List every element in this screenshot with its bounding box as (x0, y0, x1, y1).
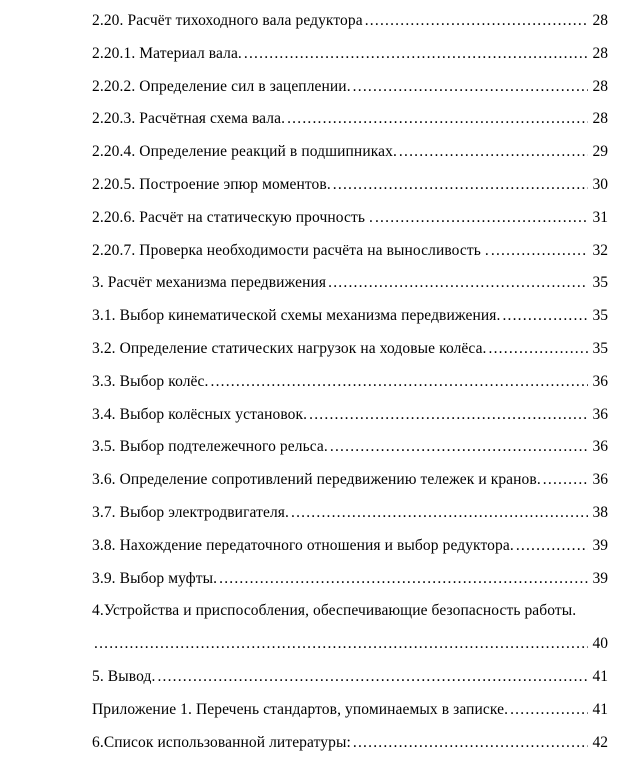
toc-entry-label: 3.2. Определение статических нагрузок на ходовые колёса. (92, 339, 487, 357)
toc-entry-label: 2.20.6. Расчёт на статическую прочность . (92, 208, 373, 226)
toc-leader-dots (363, 5, 588, 38)
toc-leader-dots (351, 71, 588, 104)
toc-page-number: 36 (592, 405, 608, 423)
toc-entry-label: 3.6. Определение сопротивлений передвижению тележек и кранов. (92, 471, 541, 489)
toc-page-number: 39 (592, 569, 608, 587)
toc-leader-dots (397, 136, 588, 169)
toc-page-number: 30 (592, 175, 608, 193)
toc-entry-label: 2.20. Расчёт тихоходного вала редуктора (92, 12, 363, 29)
toc-page-number: 42 (592, 733, 608, 751)
toc-leader-dots (326, 267, 587, 300)
toc-leader-dots (331, 169, 588, 202)
toc-leader-dots (514, 530, 588, 563)
toc-entry-label: 4.Устройства и приспособления, обеспечивающие безопасность работы. (92, 602, 577, 620)
toc-entry[interactable] (92, 71, 608, 104)
toc-page-number: 35 (592, 274, 608, 292)
toc-page-number: 29 (592, 143, 608, 161)
toc-page-number: 32 (592, 241, 608, 259)
toc-entry-label: 2.20.7. Проверка необходимости расчёта на выносливость . (92, 241, 489, 259)
toc-list (92, 5, 608, 759)
toc-entry-label: 3.9. Выбор муфты. (92, 569, 218, 587)
toc-entry[interactable] (92, 563, 608, 596)
toc-entry-label: 3.1. Выбор кинематической схемы механизма передвижения. (92, 307, 501, 325)
toc-leader-dots (217, 563, 587, 596)
toc-entry-label: 3.8. Нахождение передаточного отношения и выбор редуктора. (92, 536, 514, 554)
toc-entry[interactable] (92, 497, 608, 530)
toc-entry[interactable] (92, 530, 608, 563)
toc-leader-dots (307, 399, 587, 432)
toc-page-number: 28 (592, 12, 608, 29)
toc-entry[interactable] (92, 38, 608, 71)
toc-entry-label: 6.Список использованной литературы: (92, 733, 351, 751)
toc-entry[interactable] (92, 595, 608, 628)
toc-entry[interactable] (92, 464, 608, 497)
toc-page-number: 36 (592, 471, 608, 489)
toc-entry-label: 3. Расчёт механизма передвижения (92, 274, 327, 292)
toc-entry[interactable] (92, 366, 608, 399)
toc-leader-dots (487, 333, 588, 366)
toc-page-number: 35 (592, 307, 608, 325)
toc-leader-dots (541, 464, 588, 497)
toc-entry-label: 2.20.3. Расчётная схема вала. (92, 110, 286, 128)
toc-entry-label: 2.20.5. Построение эпюр моментов. (92, 175, 331, 193)
toc-entry[interactable] (92, 333, 608, 366)
toc-leader-dots (508, 694, 587, 727)
toc-entry[interactable] (92, 727, 608, 760)
toc-page-number: 39 (592, 536, 608, 554)
toc-page-number: 35 (592, 339, 608, 357)
toc-entry[interactable] (92, 235, 608, 268)
toc-entry-label: 3.7. Выбор электродвигателя. (92, 503, 289, 521)
toc-entry-continuation[interactable] (92, 628, 608, 661)
toc-entry-label: 2.20.4. Определение реакций в подшипниках. (92, 143, 397, 161)
toc-page-number: 41 (592, 667, 608, 685)
toc-entry[interactable] (92, 300, 608, 333)
toc-entry-label: 2.20.2. Определение сил в зацеплении. (92, 77, 351, 95)
toc-leader-dots (209, 366, 588, 399)
toc-page-number: 41 (592, 700, 608, 718)
toc-entry-label: 5. Вывод. (92, 667, 156, 685)
toc-page-number: 31 (592, 208, 608, 226)
toc-page-number: 28 (592, 44, 608, 62)
toc-page-number: 28 (592, 110, 608, 128)
toc-leader-dots (351, 727, 588, 760)
toc-leader-dots (373, 202, 588, 235)
toc-entry-label: 3.3. Выбор колёс. (92, 372, 209, 390)
toc-entry-label: 3.4. Выбор колёсных установок. (92, 405, 308, 423)
toc-entry[interactable] (92, 169, 608, 202)
toc-leader-dots (489, 235, 588, 268)
toc-page-number: 28 (592, 77, 608, 95)
toc-leader-dots (500, 300, 587, 333)
toc-entry[interactable] (92, 661, 608, 694)
toc-entry[interactable] (92, 136, 608, 169)
toc-entry-label: 2.20.1. Материал вала. (92, 44, 242, 62)
toc-entry-label: Приложение 1. Перечень стандартов, упоминаемых в записке. (92, 700, 509, 718)
toc-leader-dots (242, 38, 588, 71)
toc-entry[interactable] (92, 202, 608, 235)
toc-page-number: 36 (592, 438, 608, 456)
toc-leader-dots (155, 661, 587, 694)
toc-entry[interactable] (92, 267, 608, 300)
toc-page-number: 36 (592, 372, 608, 390)
toc-leader-dots (289, 497, 588, 530)
toc-entry[interactable] (92, 694, 608, 727)
toc-entry[interactable] (92, 431, 608, 464)
toc-entry[interactable] (92, 399, 608, 432)
toc-page-number: 38 (592, 503, 608, 521)
toc-leader-dots (328, 431, 588, 464)
toc-leader-dots (285, 103, 587, 136)
toc-leader-dots (92, 628, 588, 661)
toc-entry[interactable] (92, 103, 608, 136)
toc-entry[interactable] (92, 5, 608, 38)
toc-page-number: 40 (592, 635, 608, 653)
toc-entry-label: 3.5. Выбор подтележечного рельса. (92, 438, 328, 456)
